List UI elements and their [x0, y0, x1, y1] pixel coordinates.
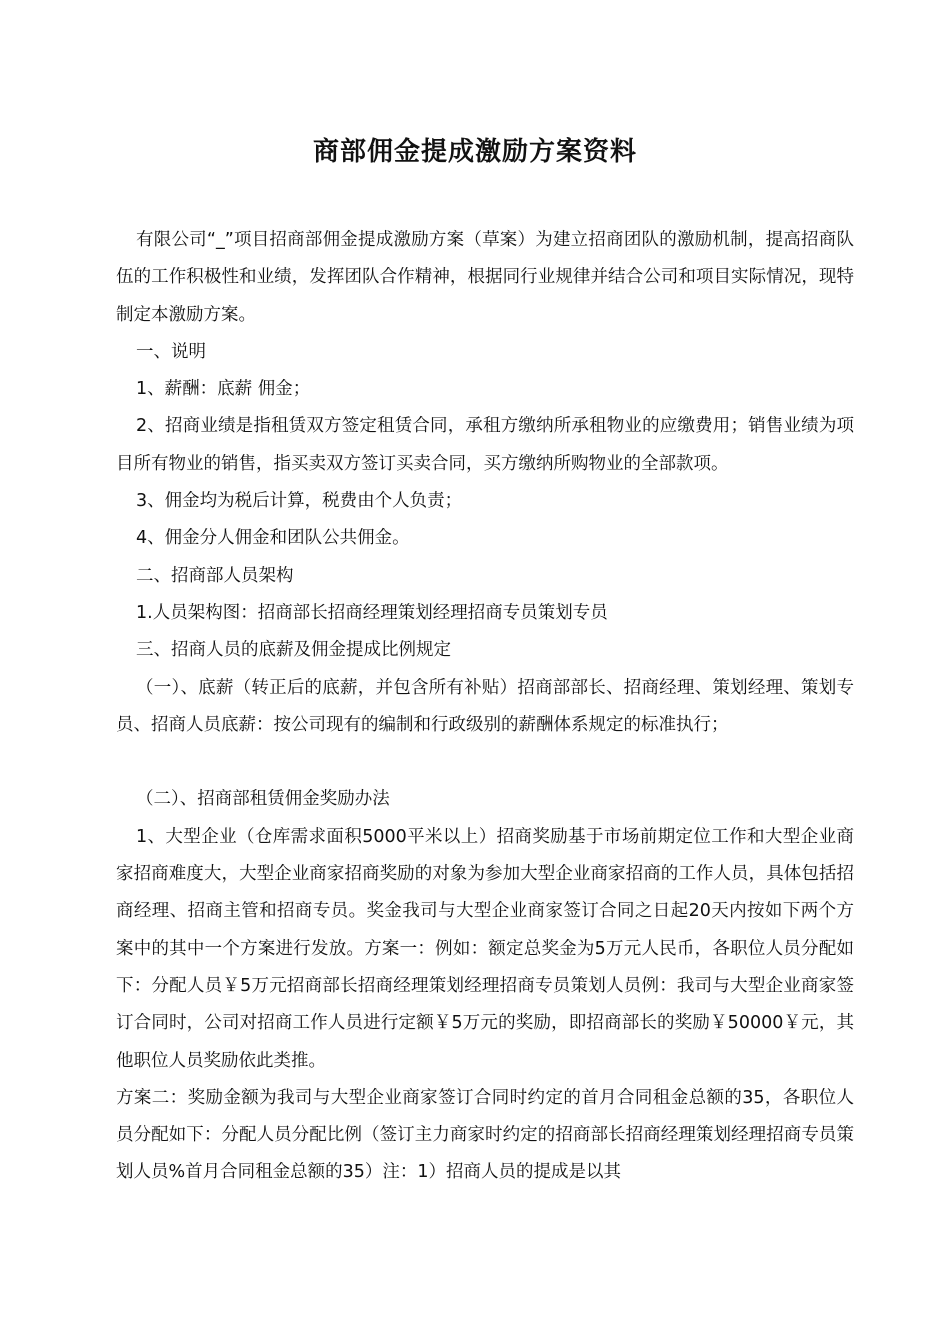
reward-paragraph: 1、大型企业（仓库需求面积5000平米以上）招商奖励基于市场前期定位工作和大型企业商家招商难度大，大型企业商家招商奖励的对象为参加大型企业商家招商的工作人员，具体包括招商经理、招商主管和招商专员。奖金我司与大型企业商家签订合同之日起20天内按如下两个方案中的其中一个方案进行发放。方案一：例如：额定总奖金为5万元人民币，各职位人员分配如下：分配人员￥5万元招商部长招商经理策划经理招商专员策划人员例：我司与大型企业商家签订合同时，公司对招商工作人员进行定额￥5万元的奖励，即招商部长的奖励￥50000￥元，其他职位人员奖励依此类推。 — [116, 826, 854, 1071]
document-body — [116, 222, 854, 1192]
list-item-3: 3、佣金均为税后计算，税费由个人负责； — [136, 491, 463, 512]
section-heading-1: 一、说明 — [136, 341, 206, 362]
section-heading-3: 三、招商人员的底薪及佣金提成比例规定 — [136, 640, 451, 661]
list-item-1: 1、薪酬：底薪 佣金； — [136, 379, 311, 400]
list-item-4: 4、佣金分人佣金和团队公共佣金。 — [136, 528, 410, 549]
list-item-2: 2、招商业绩是指租赁双方签定租赁合同，承租方缴纳所承租物业的应缴费用；销售业绩为项目所有物业的销售，指买卖双方签订买卖合同，买方缴纳所购物业的全部款项。 — [116, 416, 854, 474]
document-title: 商部佣金提成激励方案资料 — [312, 137, 637, 167]
org-structure-item: 1.人员架构图：招商部长招商经理策划经理招商专员策划专员 — [136, 602, 608, 623]
base-salary-paragraph: （一）、底薪（转正后的底薪，并包含所有补贴）招商部部长、招商经理、策划经理、策划专员、招商人员底薪：按公司现有的编制和行政级别的薪酬体系规定的标准执行； — [116, 677, 854, 735]
subsection-heading: （二）、招商部租赁佣金奖励办法 — [136, 789, 390, 810]
intro-paragraph: 有限公司“_”项目招商部佣金提成激励方案（草案）为建立招商团队的激励机制，提高招商队伍的工作积极性和业绩，发挥团队合作精神，根据同行业规律并结合公司和项目实际情况，现特制定本激励方案。 — [116, 230, 854, 325]
section-heading-2: 二、招商部人员架构 — [136, 565, 294, 586]
plan-two-paragraph: 方案二：奖励金额为我司与大型企业商家签订合同时约定的首月合同租金总额的35，各职位人员分配如下：分配人员分配比例（签订主力商家时约定的招商部长招商经理策划经理招商专员策划人员%首月合同租金总额的35）注：1）招商人员的提成是以其 — [116, 1087, 854, 1183]
blank-line — [116, 744, 854, 781]
